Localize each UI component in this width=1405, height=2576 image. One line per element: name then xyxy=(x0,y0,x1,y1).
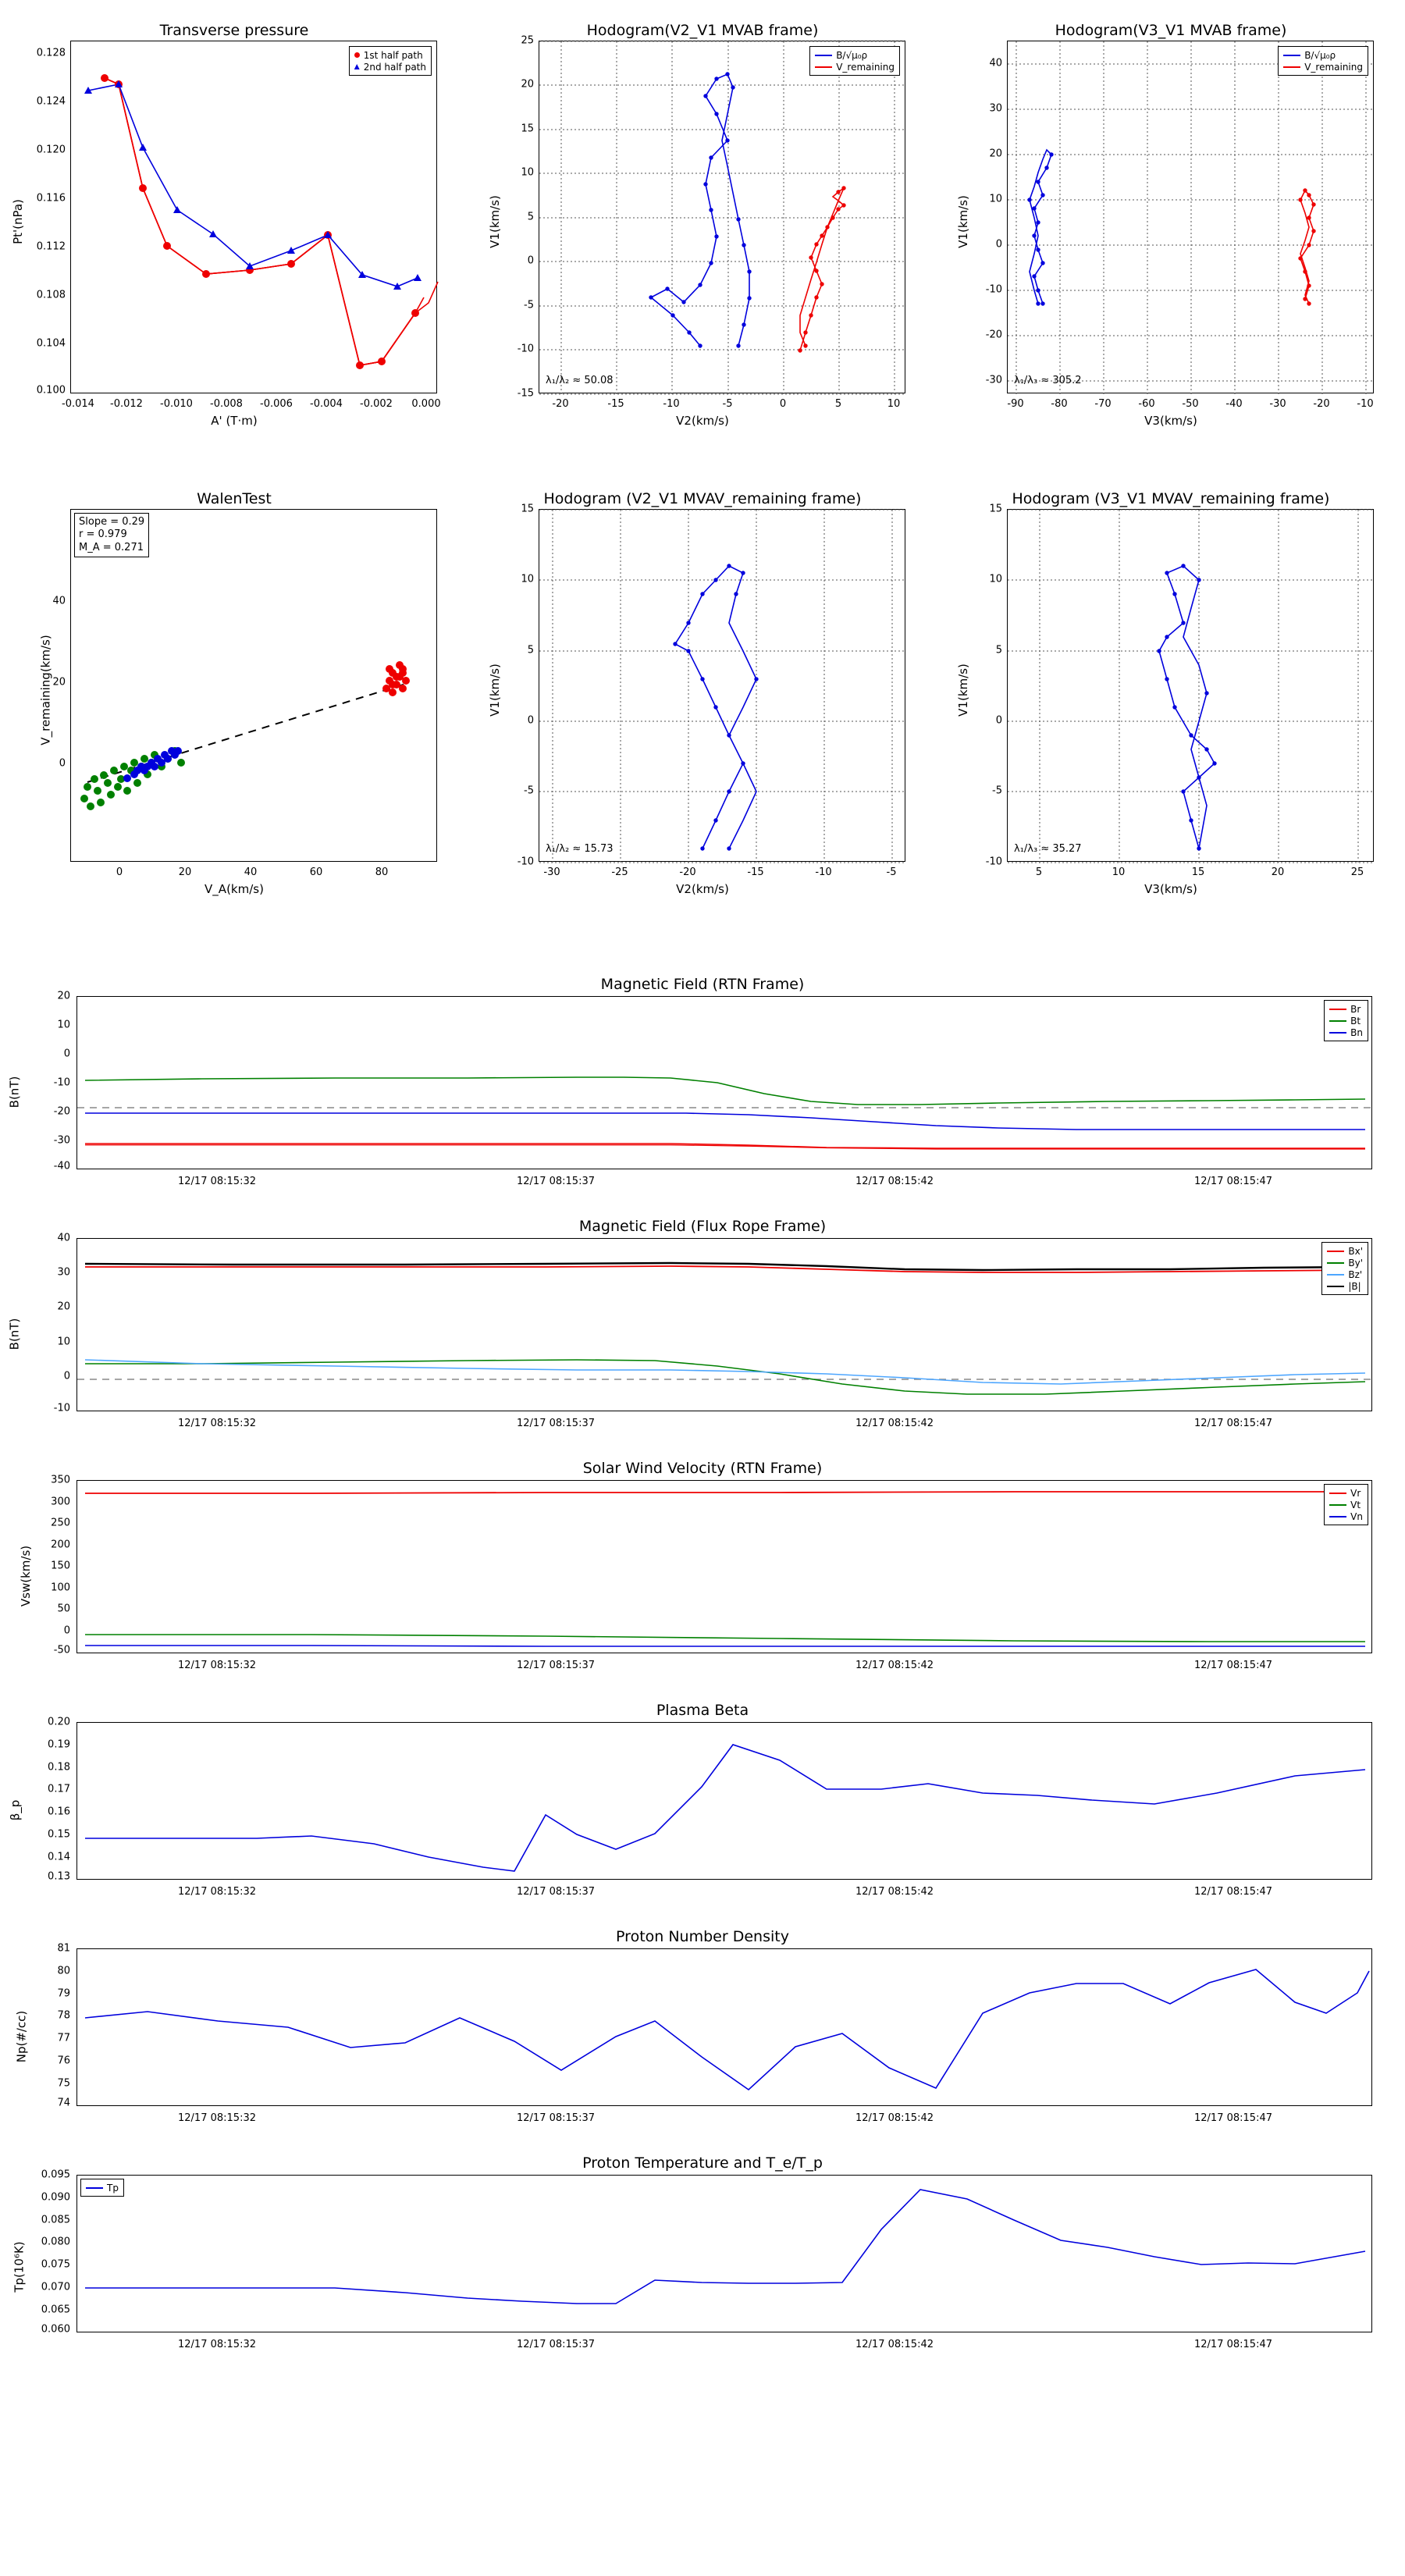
legend-label: B/√μ₀ρ xyxy=(836,49,868,61)
y-tick: -30 xyxy=(985,374,1002,386)
legend-label: Vt xyxy=(1350,1499,1361,1510)
legend-swatch xyxy=(1329,1504,1346,1506)
y-tick: 0.120 xyxy=(36,144,66,156)
legend-row xyxy=(86,2182,119,2194)
panel-title: Hodogram(V3_V1 MVAB frame) xyxy=(1055,22,1287,39)
panel-title: Magnetic Field (RTN Frame) xyxy=(600,976,805,993)
x-axis-label: V3(km/s) xyxy=(1144,882,1197,896)
x-tick: 0 xyxy=(779,398,787,410)
y-tick: -10 xyxy=(517,856,534,868)
legend-row xyxy=(1283,61,1363,73)
y-tick: 0.070 xyxy=(41,2281,70,2293)
x-tick: 12/17 08:15:47 xyxy=(1194,1176,1272,1187)
y-tick: 0.124 xyxy=(36,95,66,108)
y-tick: 0.18 xyxy=(48,1761,70,1774)
x-tick: 10 xyxy=(1112,866,1126,878)
x-tick: 12/17 08:15:37 xyxy=(517,1660,595,1671)
x-tick: 12/17 08:15:37 xyxy=(517,1176,595,1187)
panel-plasma-beta xyxy=(0,1694,1405,1920)
np-svg xyxy=(77,1949,1373,2107)
hodogram-v3v1-mvav-svg xyxy=(1008,510,1375,863)
y-tick: 0 xyxy=(63,1048,70,1060)
y-tick: 0.17 xyxy=(48,1783,70,1795)
y-tick: 0.20 xyxy=(48,1716,70,1728)
x-tick: 12/17 08:15:37 xyxy=(517,1418,595,1429)
y-tick: 80 xyxy=(57,1965,70,1977)
legend-label: B/√μ₀ρ xyxy=(1304,49,1336,61)
x-tick: 12/17 08:15:32 xyxy=(178,1418,256,1429)
legend-row xyxy=(815,61,895,73)
legend-swatch xyxy=(1283,55,1300,56)
y-tick: 0.128 xyxy=(36,47,66,59)
y-tick: 81 xyxy=(57,1942,70,1955)
plot-area xyxy=(76,996,1372,1169)
x-tick: 12/17 08:15:42 xyxy=(855,1418,934,1429)
y-axis-label: B(nT) xyxy=(7,1076,22,1108)
y-tick: 0.090 xyxy=(41,2191,70,2204)
y-tick: 0.116 xyxy=(36,192,66,205)
x-tick: 12/17 08:15:47 xyxy=(1194,2339,1272,2350)
x-axis-label: V3(km/s) xyxy=(1144,414,1197,428)
eigenvalue-ratio-annotation: λ₁/λ₂ ≈ 15.73 xyxy=(546,843,614,855)
legend-label: Bn xyxy=(1350,1026,1363,1038)
legend-label: Tp xyxy=(107,2182,119,2194)
legend xyxy=(1278,46,1368,76)
x-tick: 12/17 08:15:42 xyxy=(855,2112,934,2124)
y-tick: 10 xyxy=(521,166,534,179)
y-tick: -10 xyxy=(985,856,1002,868)
y-tick: 20 xyxy=(52,676,66,688)
y-tick: 10 xyxy=(57,1336,70,1348)
y-tick: 40 xyxy=(57,1232,70,1244)
y-tick: -20 xyxy=(985,329,1002,341)
legend-label: V_remaining xyxy=(1304,61,1363,73)
x-axis-label: V2(km/s) xyxy=(676,882,729,896)
y-tick: 5 xyxy=(995,644,1002,656)
hodogram-v2v1-mvav-svg xyxy=(539,510,906,863)
legend xyxy=(1321,1242,1368,1295)
y-tick: 20 xyxy=(521,78,534,91)
x-tick: -0.010 xyxy=(160,398,193,410)
legend xyxy=(80,2179,124,2197)
legend-swatch xyxy=(815,66,832,68)
legend-swatch xyxy=(1329,1493,1346,1494)
x-tick: -0.012 xyxy=(110,398,143,410)
transverse-pressure-svg xyxy=(71,41,438,394)
y-tick: 0.19 xyxy=(48,1738,70,1751)
y-tick: 0.085 xyxy=(41,2214,70,2226)
b-rtn-svg xyxy=(77,997,1373,1170)
panel-walen-test xyxy=(0,468,468,906)
legend-swatch xyxy=(1329,1032,1346,1034)
y-tick: 0 xyxy=(527,254,534,267)
x-tick: 12/17 08:15:42 xyxy=(855,1660,934,1671)
x-tick: -10 xyxy=(663,398,680,410)
walen-svg xyxy=(71,510,438,863)
panel-title: Hodogram(V2_V1 MVAB frame) xyxy=(586,22,819,39)
x-tick: 20 xyxy=(178,866,192,878)
panel-title: Magnetic Field (Flux Rope Frame) xyxy=(578,1218,827,1235)
y-axis-label: V_remaining(km/s) xyxy=(38,635,53,745)
eigenvalue-ratio-annotation: λ₁/λ₃ ≈ 305.2 xyxy=(1014,375,1082,386)
x-axis-label: A' (T·m) xyxy=(211,414,258,428)
x-tick: 12/17 08:15:32 xyxy=(178,2339,256,2350)
tp-svg xyxy=(77,2176,1373,2333)
y-axis-label: Tp(10⁶K) xyxy=(12,2241,27,2293)
panel-title: Hodogram (V3_V1 MVAV_remaining frame) xyxy=(1012,490,1330,507)
y-tick: 75 xyxy=(57,2077,70,2090)
y-tick: -30 xyxy=(53,1134,70,1147)
y-tick: -20 xyxy=(53,1105,70,1118)
legend-swatch xyxy=(86,2187,103,2189)
legend-row xyxy=(1327,1257,1363,1268)
legend-swatch xyxy=(815,55,832,56)
y-tick: 10 xyxy=(989,193,1002,205)
y-axis-label: Np(#/cc) xyxy=(14,2010,29,2063)
x-tick: 80 xyxy=(375,866,389,878)
walen-ma: M_A = 0.271 xyxy=(79,541,144,553)
legend-swatch xyxy=(1327,1286,1344,1287)
x-axis-label: V_A(km/s) xyxy=(205,882,264,896)
x-tick: 12/17 08:15:37 xyxy=(517,1886,595,1898)
x-tick: 12/17 08:15:32 xyxy=(178,1660,256,1671)
legend-row xyxy=(354,49,426,61)
b-fluxrope-svg xyxy=(77,1239,1373,1412)
y-tick: 200 xyxy=(51,1539,70,1551)
walen-r: r = 0.979 xyxy=(79,528,127,541)
y-tick: 30 xyxy=(57,1266,70,1279)
vsw-svg xyxy=(77,1481,1373,1654)
legend-row xyxy=(1329,1510,1363,1522)
y-tick: 10 xyxy=(57,1019,70,1031)
y-tick: 78 xyxy=(57,2009,70,2022)
legend-swatch xyxy=(1329,1009,1346,1010)
y-axis-label: B(nT) xyxy=(7,1318,22,1350)
y-tick: -15 xyxy=(517,387,534,400)
x-tick: 12/17 08:15:47 xyxy=(1194,1660,1272,1671)
y-tick: 0 xyxy=(995,238,1002,251)
plot-area xyxy=(1007,41,1374,393)
panel-title: Hodogram (V2_V1 MVAV_remaining frame) xyxy=(543,490,862,507)
panel-title: Transverse pressure xyxy=(159,22,309,39)
eigenvalue-ratio-annotation: λ₁/λ₂ ≈ 50.08 xyxy=(546,375,614,386)
y-tick: -10 xyxy=(985,283,1002,296)
legend-label: 2nd half path xyxy=(363,61,426,73)
legend-label: Vn xyxy=(1350,1510,1363,1522)
x-tick: 12/17 08:15:47 xyxy=(1194,1886,1272,1898)
y-tick: 0.104 xyxy=(36,337,66,350)
x-tick: -0.002 xyxy=(360,398,393,410)
x-tick: 5 xyxy=(1035,866,1043,878)
plot-area xyxy=(539,41,905,393)
y-tick: 0.060 xyxy=(41,2323,70,2336)
legend-label: V_remaining xyxy=(836,61,895,73)
legend-row xyxy=(1327,1245,1363,1257)
panel-title: Solar Wind Velocity (RTN Frame) xyxy=(582,1460,823,1477)
panel-title: Proton Number Density xyxy=(616,1928,789,1945)
y-tick: 0.16 xyxy=(48,1806,70,1818)
hodogram-v3v1-svg xyxy=(1008,41,1375,394)
y-tick: 10 xyxy=(989,573,1002,585)
y-tick: 100 xyxy=(51,1582,70,1594)
y-tick: 0.14 xyxy=(48,1851,70,1863)
x-tick: 5 xyxy=(834,398,842,410)
y-tick: -10 xyxy=(53,1402,70,1414)
y-tick: 15 xyxy=(989,503,1002,515)
x-tick: -15 xyxy=(747,866,764,878)
walen-slope: Slope = 0.29 xyxy=(79,516,145,528)
y-tick: 10 xyxy=(521,573,534,585)
legend-row xyxy=(1329,1003,1363,1015)
y-tick: -5 xyxy=(992,785,1002,797)
plot-area xyxy=(70,41,437,393)
x-tick: -40 xyxy=(1225,398,1243,410)
legend-label: Vr xyxy=(1350,1487,1361,1499)
panel-transverse-pressure xyxy=(0,0,468,437)
y-tick: 150 xyxy=(51,1560,70,1572)
panel-hodogram-v3v1-mvav xyxy=(937,468,1405,906)
legend xyxy=(1324,1484,1368,1525)
y-tick: 300 xyxy=(51,1496,70,1508)
panel-proton-temperature xyxy=(0,2147,1405,2381)
x-tick: -15 xyxy=(607,398,624,410)
x-tick: -0.014 xyxy=(62,398,94,410)
hodogram-v2v1-svg xyxy=(539,41,906,394)
x-tick: 12/17 08:15:32 xyxy=(178,1176,256,1187)
y-tick: 350 xyxy=(51,1474,70,1486)
y-tick: 77 xyxy=(57,2032,70,2044)
y-tick: 0.100 xyxy=(36,384,66,397)
legend-marker-triangle xyxy=(354,64,360,69)
legend-swatch xyxy=(1327,1274,1344,1276)
x-tick: -5 xyxy=(722,398,733,410)
x-tick: 12/17 08:15:42 xyxy=(855,1886,934,1898)
x-tick: -80 xyxy=(1051,398,1068,410)
legend-row xyxy=(1283,49,1363,61)
x-tick: 60 xyxy=(309,866,323,878)
y-axis-label: V1(km/s) xyxy=(955,664,970,717)
y-axis-label: β_p xyxy=(8,1799,23,1821)
y-axis-label: V1(km/s) xyxy=(955,195,970,248)
x-tick: -10 xyxy=(815,866,832,878)
x-tick: -20 xyxy=(679,866,696,878)
x-tick: -0.008 xyxy=(210,398,243,410)
x-tick: 0 xyxy=(116,866,123,878)
plot-area xyxy=(76,1480,1372,1653)
y-tick: -40 xyxy=(53,1160,70,1172)
legend-row xyxy=(1329,1499,1363,1510)
x-tick: -0.006 xyxy=(260,398,293,410)
legend-row xyxy=(1329,1487,1363,1499)
x-tick: -25 xyxy=(611,866,628,878)
panel-magnetic-field-fluxrope xyxy=(0,1210,1405,1452)
x-tick: 12/17 08:15:32 xyxy=(178,2112,256,2124)
y-tick: 25 xyxy=(521,34,534,47)
y-tick: 30 xyxy=(989,102,1002,115)
panel-solar-wind-velocity xyxy=(0,1452,1405,1694)
y-tick: 0 xyxy=(995,714,1002,727)
legend-label: Bz' xyxy=(1348,1268,1363,1280)
y-tick: 0 xyxy=(527,714,534,727)
legend xyxy=(1324,1000,1368,1041)
legend-swatch xyxy=(1283,66,1300,68)
plot-area xyxy=(76,2175,1372,2332)
legend-swatch xyxy=(1327,1262,1344,1264)
panel-title: Proton Temperature and T_e/T_p xyxy=(582,2154,823,2172)
panel-hodogram-v3v1-mvab xyxy=(937,0,1405,437)
x-tick: 20 xyxy=(1271,866,1285,878)
panel-title: Plasma Beta xyxy=(656,1702,749,1719)
walen-stats-box xyxy=(74,513,149,557)
legend-label: |B| xyxy=(1348,1280,1361,1292)
legend-swatch xyxy=(1327,1251,1344,1252)
y-tick: 79 xyxy=(57,1987,70,2000)
panel-hodogram-v2v1-mvav xyxy=(468,468,937,906)
legend-label: Br xyxy=(1350,1003,1361,1015)
x-tick: -30 xyxy=(543,866,560,878)
y-axis-label: Pt'(nPa) xyxy=(10,199,25,244)
y-tick: 0.080 xyxy=(41,2236,70,2248)
plot-area xyxy=(1007,509,1374,862)
legend-label: Bx' xyxy=(1348,1245,1363,1257)
y-tick: 15 xyxy=(521,503,534,515)
x-axis-label: V2(km/s) xyxy=(676,414,729,428)
y-axis-label: Vsw(km/s) xyxy=(19,1545,34,1607)
y-tick: 5 xyxy=(527,211,534,223)
y-tick: 0 xyxy=(59,757,66,770)
x-tick: 12/17 08:15:47 xyxy=(1194,2112,1272,2124)
legend-swatch xyxy=(1329,1516,1346,1517)
x-tick: 40 xyxy=(244,866,258,878)
plot-area xyxy=(70,509,437,862)
y-tick: 250 xyxy=(51,1517,70,1529)
legend-label: Bt xyxy=(1350,1015,1361,1026)
y-tick: 0.075 xyxy=(41,2258,70,2271)
y-tick: 5 xyxy=(527,644,534,656)
y-tick: 15 xyxy=(521,123,534,135)
y-tick: 20 xyxy=(989,148,1002,160)
plot-area xyxy=(76,1948,1372,2106)
x-tick: -50 xyxy=(1182,398,1199,410)
panel-magnetic-field-rtn xyxy=(0,968,1405,1210)
x-tick: 12/17 08:15:37 xyxy=(517,2339,595,2350)
y-tick: -50 xyxy=(53,1644,70,1656)
x-tick: -10 xyxy=(1357,398,1374,410)
x-tick: -20 xyxy=(1313,398,1330,410)
x-tick: 12/17 08:15:32 xyxy=(178,1886,256,1898)
y-tick: 0.112 xyxy=(36,240,66,253)
x-tick: -60 xyxy=(1138,398,1155,410)
x-tick: 10 xyxy=(887,398,901,410)
legend-row xyxy=(1327,1268,1363,1280)
y-tick: 40 xyxy=(989,57,1002,69)
legend-row xyxy=(1327,1280,1363,1292)
legend-row xyxy=(354,61,426,73)
y-tick: 0.13 xyxy=(48,1870,70,1883)
y-tick: 0.15 xyxy=(48,1828,70,1841)
y-tick: 50 xyxy=(57,1603,70,1615)
y-tick: 76 xyxy=(57,2055,70,2067)
y-tick: 0 xyxy=(63,1624,70,1637)
y-axis-label: V1(km/s) xyxy=(487,195,502,248)
plot-area xyxy=(76,1722,1372,1880)
x-tick: -70 xyxy=(1094,398,1112,410)
y-tick: 0.108 xyxy=(36,289,66,301)
x-tick: 12/17 08:15:47 xyxy=(1194,1418,1272,1429)
legend-row xyxy=(815,49,895,61)
y-tick: 20 xyxy=(57,1300,70,1313)
x-tick: 12/17 08:15:37 xyxy=(517,2112,595,2124)
x-tick: 12/17 08:15:42 xyxy=(855,1176,934,1187)
x-tick: 12/17 08:15:42 xyxy=(855,2339,934,2350)
plot-area xyxy=(76,1238,1372,1411)
beta-svg xyxy=(77,1723,1373,1880)
y-tick: 40 xyxy=(52,595,66,607)
y-tick: -10 xyxy=(517,343,534,355)
legend-label: 1st half path xyxy=(363,49,423,61)
eigenvalue-ratio-annotation: λ₁/λ₃ ≈ 35.27 xyxy=(1014,843,1082,855)
legend xyxy=(349,46,432,76)
x-tick: 0.000 xyxy=(411,398,441,410)
plot-area xyxy=(539,509,905,862)
legend-marker-circle xyxy=(354,52,360,58)
x-tick: 25 xyxy=(1350,866,1364,878)
panel-hodogram-v2v1-mvab xyxy=(468,0,937,437)
y-tick: 0.095 xyxy=(41,2169,70,2181)
x-tick: 15 xyxy=(1191,866,1205,878)
y-tick: 0.065 xyxy=(41,2304,70,2316)
legend-swatch xyxy=(1329,1020,1346,1022)
y-tick: 74 xyxy=(57,2097,70,2109)
x-tick: -90 xyxy=(1007,398,1024,410)
x-tick: -5 xyxy=(886,866,897,878)
x-tick: -30 xyxy=(1269,398,1286,410)
panel-title: WalenTest xyxy=(197,490,272,507)
y-axis-label: V1(km/s) xyxy=(487,664,502,717)
legend-row xyxy=(1329,1015,1363,1026)
y-tick: 0 xyxy=(63,1370,70,1382)
legend-label: By' xyxy=(1348,1257,1363,1268)
y-tick: -5 xyxy=(524,785,534,797)
y-tick: -10 xyxy=(53,1076,70,1089)
y-tick: -5 xyxy=(524,299,534,311)
x-tick: -0.004 xyxy=(310,398,343,410)
legend-row xyxy=(1329,1026,1363,1038)
legend xyxy=(809,46,900,76)
y-tick: 20 xyxy=(57,990,70,1002)
x-tick: -20 xyxy=(552,398,569,410)
panel-proton-number-density xyxy=(0,1920,1405,2147)
